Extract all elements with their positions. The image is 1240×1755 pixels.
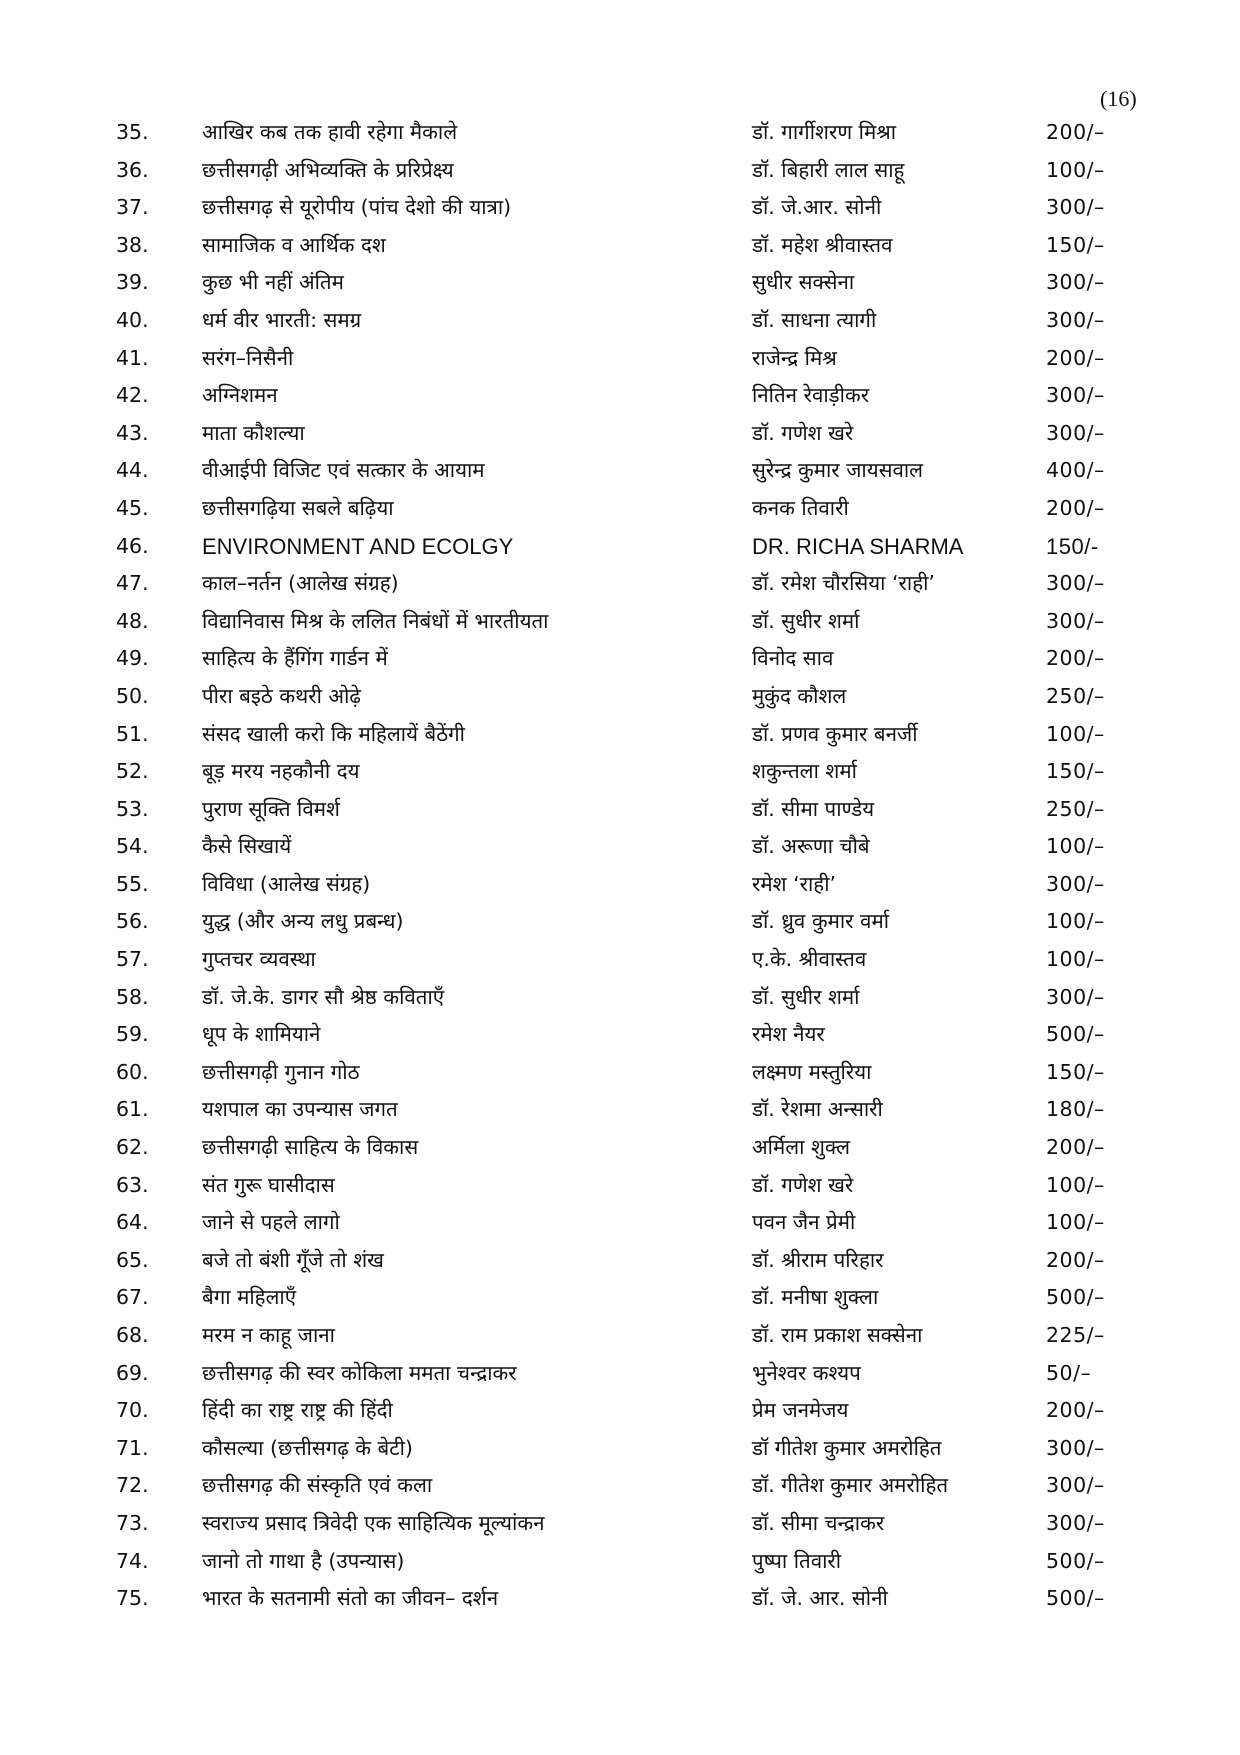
- book-author: डॉ. रेशमा अन्सारी: [752, 1097, 883, 1122]
- book-row: [0, 114, 1240, 152]
- book-price: 250/–: [1046, 796, 1105, 821]
- book-title: अग्निशमन: [202, 383, 278, 408]
- book-title: यशपाल का उपन्यास जगत: [202, 1097, 398, 1122]
- book-title: कैसे सिखायें: [202, 834, 292, 859]
- book-title: सामाजिक व आर्थिक दश: [202, 232, 386, 257]
- book-price: 100/–: [1046, 157, 1105, 182]
- book-number: 59.: [116, 1022, 149, 1047]
- book-price: 300/–: [1046, 1510, 1105, 1535]
- book-row: [0, 1091, 1240, 1129]
- book-price: 150/–: [1046, 759, 1105, 784]
- book-author: मुकुंद कौशल: [752, 683, 847, 708]
- book-author: रमेश ‘राही’: [752, 871, 837, 896]
- book-number: 53.: [116, 796, 149, 821]
- book-title: पीरा बइठे कथरी ओढ़े: [202, 683, 361, 708]
- book-row: [0, 753, 1240, 791]
- book-price: 100/–: [1046, 1172, 1105, 1197]
- book-number: 38.: [116, 232, 149, 257]
- book-number: 63.: [116, 1172, 149, 1197]
- book-number: 68.: [116, 1323, 149, 1347]
- book-price: 150/–: [1046, 1059, 1105, 1084]
- book-number: 73.: [116, 1510, 149, 1535]
- book-row: [0, 1016, 1240, 1054]
- book-title: मरम न काहू जाना: [202, 1323, 335, 1347]
- book-title: डॉ. जे.के. डागर सौ श्रेष्ठ कविताएँ: [202, 984, 445, 1009]
- book-row: [0, 1580, 1240, 1618]
- book-row: [0, 1054, 1240, 1092]
- book-title: विद्यानिवास मिश्र के ललित निबंधों में भारतीयता: [202, 608, 549, 633]
- book-row: [0, 528, 1240, 566]
- book-row: [0, 1167, 1240, 1205]
- book-row: [0, 152, 1240, 190]
- book-author: डॉ. सीमा पाण्डेय: [752, 796, 875, 821]
- book-number: 48.: [116, 608, 149, 633]
- book-price: 300/–: [1046, 984, 1105, 1009]
- book-row: [0, 189, 1240, 227]
- book-number: 36.: [116, 157, 149, 182]
- book-number: 64.: [116, 1210, 149, 1235]
- book-row: [0, 716, 1240, 754]
- book-price: 200/–: [1046, 120, 1105, 144]
- book-price: 500/–: [1046, 1548, 1105, 1573]
- book-row: [0, 603, 1240, 641]
- book-price: 150/-: [1046, 533, 1099, 559]
- book-title: छत्तीसगढ़ी साहित्य के विकास: [202, 1135, 419, 1160]
- book-author: प्रेम जनमेजय: [752, 1398, 849, 1423]
- book-author: ए.के. श्रीवास्तव: [752, 947, 867, 972]
- book-title: बूड़ मरय नहकौनी दय: [202, 759, 360, 784]
- book-row: [0, 828, 1240, 866]
- book-row: [0, 565, 1240, 603]
- book-number: 57.: [116, 947, 149, 972]
- book-row: [0, 1355, 1240, 1393]
- book-title: भारत के सतनामी संतो का जीवन– दर्शन: [202, 1586, 499, 1611]
- book-title: युद्ध (और अन्य लधु प्रबन्ध): [202, 909, 404, 934]
- book-row: [0, 791, 1240, 829]
- book-price: 200/–: [1046, 646, 1105, 671]
- book-author: डॉ. सुधीर शर्मा: [752, 608, 860, 633]
- book-number: 74.: [116, 1548, 149, 1573]
- book-title: छत्तीसगढ़ी अभिव्यक्ति के प्ररिप्रेक्ष्य: [202, 157, 454, 182]
- book-author: डॉ. जे. आर. सोनी: [752, 1586, 888, 1611]
- book-number: 58.: [116, 984, 149, 1009]
- book-row: [0, 264, 1240, 302]
- book-price: 250/–: [1046, 683, 1105, 708]
- book-number: 70.: [116, 1398, 149, 1423]
- book-author: डॉ. श्रीराम परिहार: [752, 1247, 884, 1272]
- book-price: 500/–: [1046, 1586, 1105, 1611]
- book-number: 44.: [116, 458, 149, 483]
- book-number: 45.: [116, 495, 149, 520]
- book-price: 100/–: [1046, 834, 1105, 859]
- book-number: 37.: [116, 195, 149, 220]
- book-price: 400/–: [1046, 458, 1105, 483]
- book-row: [0, 377, 1240, 415]
- book-row: [0, 941, 1240, 979]
- book-number: 46.: [116, 533, 149, 558]
- book-title: पुराण सूक्ति विमर्श: [202, 796, 340, 821]
- book-author: अर्मिला शुक्ल: [752, 1135, 850, 1160]
- book-row: [0, 903, 1240, 941]
- book-title: छत्तीसगढ़ी गुनान गोठ: [202, 1059, 360, 1084]
- book-number: 52.: [116, 759, 149, 784]
- book-author: सुरेन्द्र कुमार जायसवाल: [752, 458, 924, 483]
- book-price: 500/–: [1046, 1285, 1105, 1310]
- book-author: डॉ. अरूणा चौबे: [752, 834, 870, 859]
- book-row: [0, 1543, 1240, 1581]
- book-author: रमेश नैयर: [752, 1022, 825, 1047]
- book-title: साहित्य के हैंगिंग गार्डन में: [202, 646, 388, 671]
- book-row: [0, 490, 1240, 528]
- book-row: [0, 1129, 1240, 1167]
- book-price: 300/–: [1046, 871, 1105, 896]
- book-number: 56.: [116, 909, 149, 934]
- book-row: [0, 866, 1240, 904]
- book-number: 43.: [116, 420, 149, 445]
- book-price: 200/–: [1046, 1398, 1105, 1423]
- book-number: 47.: [116, 571, 149, 596]
- book-title: धूप के शामियाने: [202, 1022, 321, 1047]
- book-number: 67.: [116, 1285, 149, 1310]
- book-price: 300/–: [1046, 608, 1105, 633]
- book-row: [0, 640, 1240, 678]
- book-title: संसद खाली करो कि महिलायें बैठेंगी: [202, 721, 465, 746]
- book-price: 300/–: [1046, 195, 1105, 220]
- book-price: 200/–: [1046, 345, 1105, 370]
- book-price: 200/–: [1046, 1247, 1105, 1272]
- book-row: [0, 1204, 1240, 1242]
- book-author: डॉ. महेश श्रीवास्तव: [752, 232, 893, 257]
- book-author: डॉ. प्रणव कुमार बनर्जी: [752, 721, 918, 746]
- book-price: 100/–: [1046, 947, 1105, 972]
- book-title: बजे तो बंशी गूँजे तो शंख: [202, 1247, 384, 1272]
- book-author: डॉ. गीतेश कुमार अमरोहित: [752, 1473, 949, 1498]
- book-author: डॉ. गणेश खरे: [752, 420, 854, 445]
- book-title: कुछ भी नहीं अंतिम: [202, 270, 344, 295]
- book-number: 49.: [116, 646, 149, 671]
- book-row: [0, 227, 1240, 265]
- book-price: 100/–: [1046, 909, 1105, 934]
- book-author: राजेन्द्र मिश्र: [752, 345, 837, 370]
- book-author: डॉ. सुधीर शर्मा: [752, 984, 860, 1009]
- book-number: 40.: [116, 307, 149, 332]
- book-author: डॉ गीतेश कुमार अमरोहित: [752, 1435, 942, 1460]
- book-author: DR. RICHA SHARMA: [752, 533, 964, 559]
- page-number: (16): [1100, 86, 1137, 111]
- book-author: शकुन्तला शर्मा: [752, 759, 857, 784]
- book-author: लक्ष्मण मस्तुरिया: [752, 1059, 872, 1084]
- book-row: [0, 415, 1240, 453]
- book-number: 71.: [116, 1435, 149, 1460]
- book-title: वीआईपी विजिट एवं सत्कार के आयाम: [202, 458, 485, 483]
- book-title: माता कौशल्या: [202, 420, 305, 445]
- book-title: हिंदी का राष्ट्र राष्ट्र की हिंदी: [202, 1398, 393, 1423]
- book-author: भुनेश्वर कश्यप: [752, 1360, 861, 1385]
- book-row: [0, 678, 1240, 716]
- book-price: 300/–: [1046, 420, 1105, 445]
- book-title: धर्म वीर भारती: समग्र: [202, 307, 362, 332]
- book-title: आखिर कब तक हावी रहेगा मैकाले: [202, 120, 458, 144]
- book-row: [0, 302, 1240, 340]
- book-author: डॉ. ध्रुव कुमार वर्मा: [752, 909, 890, 934]
- book-title: स्वराज्य प्रसाद त्रिवेदी एक साहित्यिक मूल्यांकन: [202, 1510, 545, 1535]
- book-price: 300/–: [1046, 1473, 1105, 1498]
- book-row: [0, 1467, 1240, 1505]
- book-price: 300/–: [1046, 307, 1105, 332]
- book-number: 54.: [116, 834, 149, 859]
- book-author: डॉ. गार्गीशरण मिश्रा: [752, 120, 897, 144]
- book-number: 50.: [116, 683, 149, 708]
- book-number: 42.: [116, 383, 149, 408]
- book-number: 62.: [116, 1135, 149, 1160]
- book-price: 225/–: [1046, 1323, 1105, 1347]
- book-price: 300/–: [1046, 383, 1105, 408]
- book-row: [0, 1279, 1240, 1317]
- book-row: [0, 1430, 1240, 1468]
- book-author: डॉ. बिहारी लाल साहू: [752, 157, 905, 182]
- book-author: विनोद साव: [752, 646, 834, 671]
- book-number: 39.: [116, 270, 149, 295]
- book-row: [0, 1392, 1240, 1430]
- book-number: 65.: [116, 1247, 149, 1272]
- book-title: छत्तीसगढ़ की स्वर कोकिला ममता चन्द्राकर: [202, 1360, 517, 1385]
- book-price: 200/–: [1046, 495, 1105, 520]
- book-number: 51.: [116, 721, 149, 746]
- book-number: 72.: [116, 1473, 149, 1498]
- book-row: [0, 340, 1240, 378]
- book-price: 300/–: [1046, 1435, 1105, 1460]
- book-title: छत्तीसगढ़ की संस्कृति एवं कला: [202, 1473, 433, 1498]
- book-author: डॉ. रमेश चौरसिया ‘राही’: [752, 571, 935, 596]
- book-title: जाने से पहले लागो: [202, 1210, 340, 1235]
- book-price: 500/–: [1046, 1022, 1105, 1047]
- book-author: डॉ. सीमा चन्द्राकर: [752, 1510, 885, 1535]
- book-title: छत्तीसगढ़ से यूरोपीय (पांच देशो की यात्रा): [202, 195, 512, 220]
- book-author: डॉ. गणेश खरे: [752, 1172, 854, 1197]
- book-number: 60.: [116, 1059, 149, 1084]
- book-author: सुधीर सक्सेना: [752, 270, 855, 295]
- book-row: [0, 1317, 1240, 1355]
- book-price: 100/–: [1046, 721, 1105, 746]
- book-author: नितिन रेवाड़ीकर: [752, 383, 870, 408]
- book-number: 35.: [116, 120, 149, 144]
- book-price: 100/–: [1046, 1210, 1105, 1235]
- book-price: 180/–: [1046, 1097, 1105, 1122]
- book-price: 200/–: [1046, 1135, 1105, 1160]
- book-price: 300/–: [1046, 571, 1105, 596]
- book-number: 55.: [116, 871, 149, 896]
- book-title: विविधा (आलेख संग्रह): [202, 871, 371, 896]
- book-price: 150/–: [1046, 232, 1105, 257]
- book-price: 50/–: [1046, 1360, 1092, 1385]
- book-title: छत्तीसगढ़िया सबले बढ़िया: [202, 495, 394, 520]
- book-number: 61.: [116, 1097, 149, 1122]
- book-row: [0, 979, 1240, 1017]
- book-author: डॉ. मनीषा शुक्ला: [752, 1285, 879, 1310]
- book-price: 300/–: [1046, 270, 1105, 295]
- book-row: [0, 1505, 1240, 1543]
- book-author: डॉ. जे.आर. सोनी: [752, 195, 882, 220]
- book-author: कनक तिवारी: [752, 495, 849, 520]
- book-title: काल–नर्तन (आलेख संग्रह): [202, 571, 399, 596]
- book-title: ENVIRONMENT AND ECOLGY: [202, 533, 514, 559]
- book-title: संत गुरू घासीदास: [202, 1172, 335, 1197]
- book-author: डॉ. राम प्रकाश सक्सेना: [752, 1323, 923, 1347]
- book-number: 41.: [116, 345, 149, 370]
- book-title: सरंग–निसैनी: [202, 345, 294, 370]
- book-author: डॉ. साधना त्यागी: [752, 307, 877, 332]
- book-row: [0, 452, 1240, 490]
- book-number: 75.: [116, 1586, 149, 1611]
- book-title: कौसल्या (छत्तीसगढ़ के बेटी): [202, 1435, 413, 1460]
- book-author: पुष्पा तिवारी: [752, 1548, 842, 1573]
- book-list: [0, 114, 1240, 1618]
- book-title: बैगा महिलाएँ: [202, 1285, 297, 1310]
- book-author: पवन जैन प्रेमी: [752, 1210, 856, 1235]
- book-number: 69.: [116, 1360, 149, 1385]
- book-title: जानो तो गाथा है (उपन्यास): [202, 1548, 405, 1573]
- book-row: [0, 1242, 1240, 1280]
- book-title: गुप्तचर व्यवस्था: [202, 947, 316, 972]
